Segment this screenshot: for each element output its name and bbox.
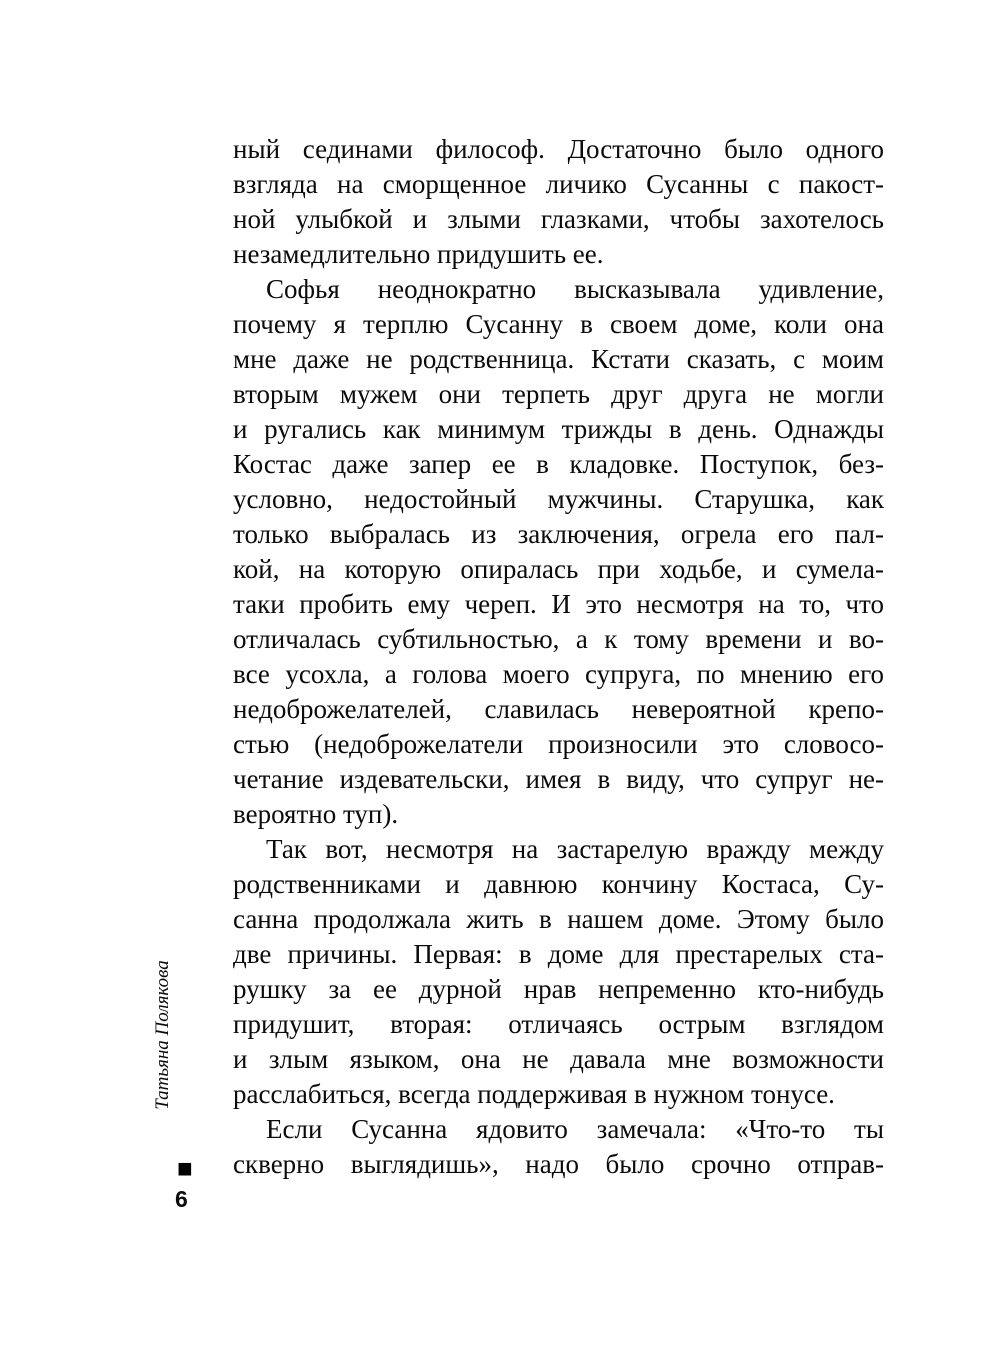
- text-line: отличалась субтильностью, а к тому времени и во-: [233, 624, 884, 654]
- text-line: рушку за ее дурной нрав непременно кто-нибудь: [233, 974, 884, 1004]
- text-line: придушит, вторая: отличаясь острым взглядом: [233, 1009, 884, 1039]
- text-line: четание издевательски, имея в виду, что супруг не-: [233, 764, 884, 794]
- text-line: кой, на которую опиралась при ходьбе, и сумела-: [233, 554, 884, 584]
- page-number: 6: [175, 1186, 188, 1212]
- text-line: родственниками и давнюю кончину Костаса, Су-: [233, 869, 884, 899]
- text-line: таки пробить ему череп. И это несмотря на то, что: [233, 589, 884, 619]
- text-line: санна продолжала жить в нашем доме. Этому было: [233, 904, 884, 934]
- text-line: Софья неоднократно высказывала удивление,: [266, 274, 884, 304]
- text-line: стью (недоброжелатели произносили это словосо-: [233, 729, 884, 759]
- text-line: взгляда на сморщенное личико Сусанны с пакост-: [233, 169, 884, 199]
- text-line: все усохла, а голова моего супруга, по мнению его: [233, 659, 884, 689]
- text-line: почему я терплю Сусанну в своем доме, коли она: [233, 309, 884, 339]
- text-line: и злым языком, она не давала мне возможности: [233, 1044, 884, 1074]
- text-line: ной улыбкой и злыми глазками, чтобы захотелось: [233, 204, 884, 234]
- section-square-marker-icon: ■: [177, 1154, 193, 1183]
- text-line: скверно выглядишь», надо было срочно отправ-: [233, 1149, 884, 1179]
- text-line: вторым мужем они терпеть друг друга не могли: [233, 379, 884, 409]
- text-line: незамедлительно придушить ее.: [233, 239, 604, 269]
- text-line: только выбралась из заключения, огрела его пал-: [233, 519, 884, 549]
- text-line: Так вот, несмотря на застарелую вражду между: [266, 834, 884, 864]
- text-line: вероятно туп).: [233, 799, 399, 829]
- text-line: недоброжелателей, славилась невероятной крепо-: [233, 694, 884, 724]
- text-line: расслабиться, всегда поддерживая в нужном тонусе.: [233, 1079, 835, 1109]
- text-line: две причины. Первая: в доме для престарелых ста-: [233, 939, 884, 969]
- author-name-vertical: Татьяна Полякова: [152, 960, 173, 1110]
- body-text: [233, 132, 884, 1182]
- text-line: условно, недостойный мужчины. Старушка, как: [233, 484, 884, 514]
- text-line: ный сединами философ. Достаточно было одного: [233, 134, 884, 164]
- text-line: и ругались как минимум трижды в день. Однажды: [233, 414, 884, 444]
- text-line: мне даже не родственница. Кстати сказать, с моим: [233, 344, 884, 374]
- text-line: Если Сусанна ядовито замечала: «Что-то ты: [266, 1114, 884, 1144]
- text-line: Костас даже запер ее в кладовке. Поступок, без-: [233, 449, 884, 479]
